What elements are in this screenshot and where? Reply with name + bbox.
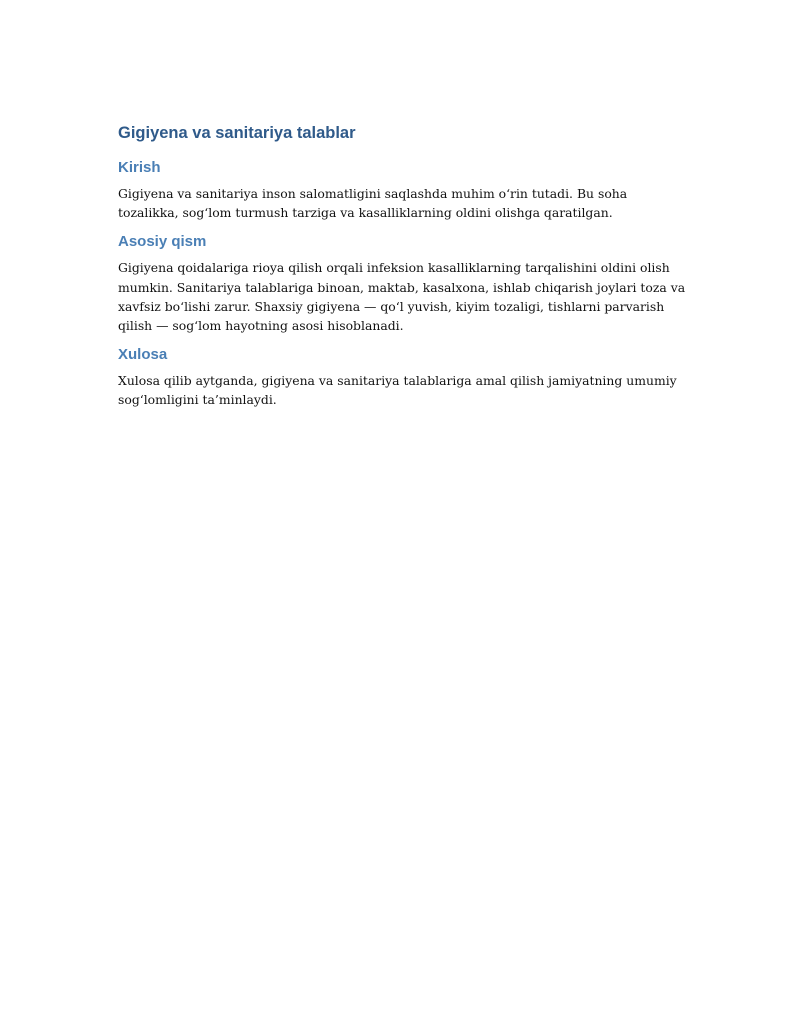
section-paragraph-xulosa: Xulosa qilib aytganda, gigiyena va sanitariya talablariga amal qilish jamiyatning umumiy sog‘lomligini ta’minlaydi. — [118, 373, 677, 408]
section-paragraph-kirish: Gigiyena va sanitariya inson salomatligini saqlashda muhim o‘rin tutadi. Bu soha tozalikka, sog‘lom turmush tarziga va kasalliklarning oldini olishga qaratilgan. — [118, 186, 628, 221]
section-heading-xulosa: Xulosa — [118, 346, 168, 364]
section-heading-asosiy-qism: Asosiy qism — [118, 233, 207, 251]
document-body — [118, 122, 688, 420]
section-heading-kirish: Kirish — [118, 159, 161, 176]
document-title: Gigiyena va sanitariya talablar — [118, 124, 356, 142]
section-paragraph-asosiy-qism: Gigiyena qoidalariga rioya qilish orqali infeksion kasalliklarning tarqalishini oldini olish mumkin. Sanitariya talablariga binoan, maktab, kasalxona, ishlab chiqarish joylari toza va xavfsiz bo‘lishi zarur. Shaxsiy gigiyena — qo‘l yuvish, kiyim tozaligi, tishlarni parvarish qilish — sog‘lom hayotning asosi hisoblanadi. — [118, 260, 686, 334]
